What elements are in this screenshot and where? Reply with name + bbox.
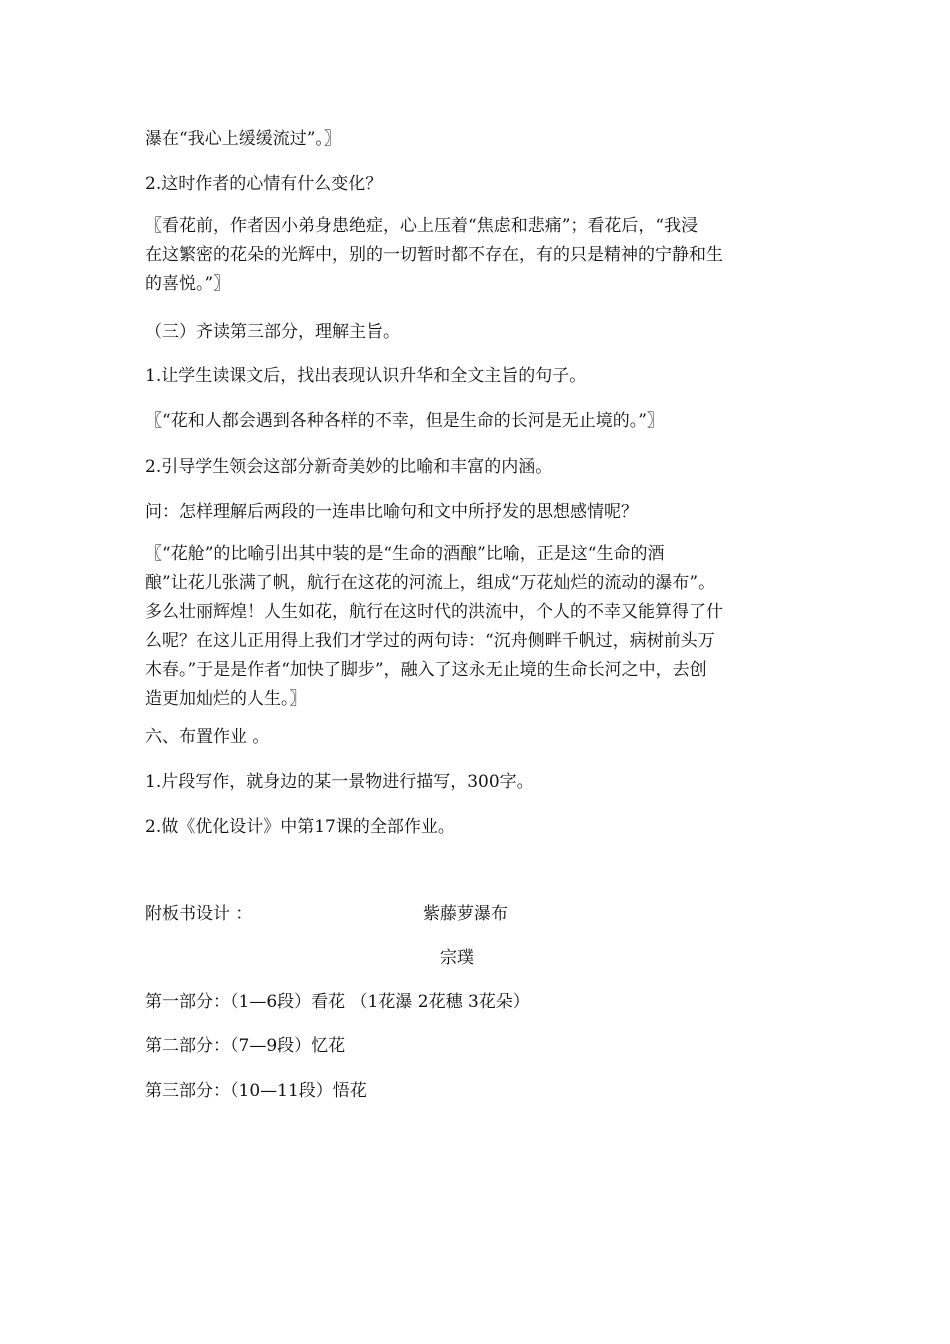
answer-paragraph bbox=[145, 540, 815, 714]
board-part-1: 第一部分：（1—6段）看花 （1花瀑 2花穗 3花朵） bbox=[145, 992, 530, 1012]
answer-line: 么呢？在这儿正用得上我们才学过的两句诗：“沉舟侧畔千帆过，病树前头万 bbox=[145, 631, 715, 651]
board-design-label: 附板书设计 ： bbox=[145, 904, 253, 924]
section-3-heading: （三）齐读第三部分，理解主旨。 bbox=[145, 322, 400, 342]
paragraph-continuation: 瀑在“我心上缓缓流过”。〗 bbox=[145, 129, 341, 149]
answer-line: 造更加灿烂的人生。〗 bbox=[145, 689, 307, 709]
section-3-item-1: 1.让学生读课文后，找出表现认识升华和全文主旨的句子。 bbox=[145, 366, 587, 386]
homework-item-2: 2.做《优化设计》中第17课的全部作业。 bbox=[145, 817, 455, 837]
answer-line: 木春。”于是是作者“加快了脚步”，融入了这永无止境的生命长河之中，去创 bbox=[145, 660, 707, 680]
answer-line: 〖“花舱”的比喻引出其中装的是“生命的酒酿”比喻，正是这“生命的酒 bbox=[145, 544, 665, 564]
answer-2-line: 〖看花前，作者因小弟身患绝症，心上压着“焦虑和悲痛”；看花后，“我浸 bbox=[145, 216, 699, 236]
board-author: 宗璞 bbox=[440, 948, 474, 968]
board-part-2: 第二部分：（7—9段）忆花 bbox=[145, 1036, 346, 1056]
answer-2 bbox=[145, 212, 815, 299]
question-2: 2.这时作者的心情有什么变化？ bbox=[145, 174, 383, 194]
homework-heading: 六、布置作业 。 bbox=[145, 727, 270, 747]
board-part-3: 第三部分：（10—11段）悟花 bbox=[145, 1081, 367, 1101]
answer-2-line: 在这繁密的花朵的光辉中，别的一切暂时都不存在，有的只是精神的宁静和生 bbox=[145, 245, 723, 265]
answer-line: 酿”让花儿张满了帆，航行在这花的河流上，组成“万花灿烂的流动的瀑布”。 bbox=[145, 573, 716, 593]
section-3-item-2: 2.引导学生领会这部分新奇美妙的比喻和丰富的内涵。 bbox=[145, 457, 553, 477]
question-line: 问：怎样理解后两段的一连串比喻句和文中所抒发的思想感情呢？ bbox=[145, 502, 638, 522]
section-3-item-1-answer: 〖“花和人都会遇到各种各样的不幸，但是生命的长河是无止境的。”〗 bbox=[145, 411, 664, 431]
homework-item-1: 1.片段写作，就身边的某一景物进行描写，300字。 bbox=[145, 772, 534, 792]
board-title: 紫藤萝瀑布 bbox=[423, 904, 508, 924]
answer-2-line: 的喜悦。”〗 bbox=[145, 274, 231, 294]
answer-line: 多么壮丽辉煌！人生如花，航行在这时代的洪流中，个人的不幸又能算得了什 bbox=[145, 602, 723, 622]
